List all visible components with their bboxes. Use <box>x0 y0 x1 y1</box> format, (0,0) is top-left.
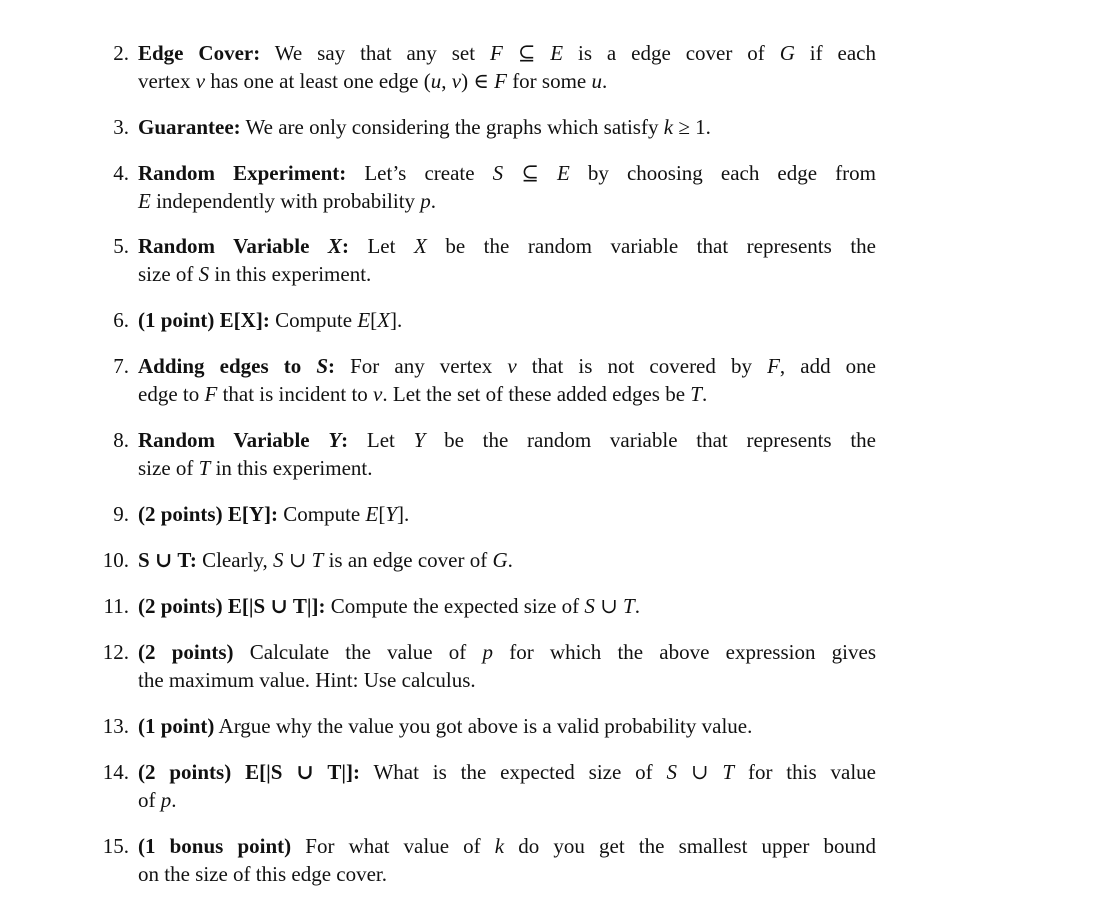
item-text-line: of p. <box>138 788 177 812</box>
item-number: 9. <box>113 502 129 526</box>
item-number: 11. <box>103 594 129 618</box>
item-number: 12. <box>102 640 129 664</box>
item-number: 4. <box>113 161 129 185</box>
item-number: 6. <box>113 308 129 332</box>
item-text-line: on the size of this edge cover. <box>138 862 388 886</box>
item-number: 10. <box>102 548 129 572</box>
item-text-line: Random Variable Y: Let Y be the random variable that represents the <box>138 428 877 452</box>
item-text-line: S ∪ T: Clearly, S ∪ T is an edge cover of G. <box>138 548 513 572</box>
item-number: 15. <box>102 834 129 858</box>
item-text-line: (1 point) E[X]: Compute E[X]. <box>138 308 403 332</box>
item-text-line: Adding edges to S: For any vertex v that is not covered by F, add one <box>138 354 876 378</box>
item-text-line: Random Experiment: Let’s create S ⊆ E by choosing each edge from <box>138 161 876 185</box>
item-text-line: (2 points) Calculate the value of p for which the above expression gives <box>138 640 876 664</box>
item-text-line: edge to F that is incident to v. Let the set of these added edges be T. <box>138 382 708 406</box>
item-number: 14. <box>102 760 129 784</box>
item-text-line: vertex v has one at least one edge (u, v) ∈ F for some u. <box>138 69 608 93</box>
item-text-line: the maximum value. Hint: Use calculus. <box>138 668 476 692</box>
item-text-line: (1 point) Argue why the value you got above is a valid probability value. <box>138 714 753 738</box>
item-text-line: (2 points) E[|S ∪ T|]: What is the expected size of S ∪ T for this value <box>138 760 876 784</box>
item-number: 2. <box>113 41 129 65</box>
item-text-line: Edge Cover: We say that any set F ⊆ E is a edge cover of G if each <box>138 41 876 65</box>
item-text-line: (1 bonus point) For what value of k do you get the smallest upper bound <box>138 834 877 858</box>
item-number: 5. <box>113 234 129 258</box>
item-text-line: (2 points) E[|S ∪ T|]: Compute the expected size of S ∪ T. <box>138 594 640 618</box>
item-text-line: Random Variable X: Let X be the random variable that represents the <box>138 234 876 258</box>
item-text-line: size of T in this experiment. <box>138 456 373 480</box>
item-text-line: size of S in this experiment. <box>138 262 372 286</box>
item-number: 8. <box>113 428 129 452</box>
item-number: 3. <box>113 115 129 139</box>
item-text-line: Guarantee: We are only considering the graphs which satisfy k ≥ 1. <box>138 115 711 139</box>
item-text-line: E independently with probability p. <box>138 189 437 213</box>
item-text-line: (2 points) E[Y]: Compute E[Y]. <box>138 502 410 526</box>
item-number: 13. <box>102 714 129 738</box>
item-number: 7. <box>113 354 129 378</box>
